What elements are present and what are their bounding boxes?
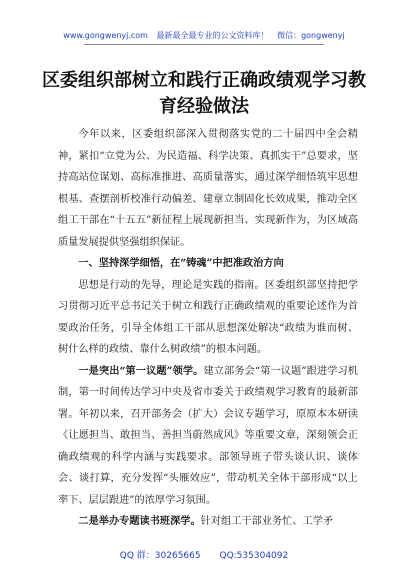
qq-contact: QQ:535304092 (219, 551, 289, 561)
document-body (58, 124, 358, 533)
point-one-paragraph (58, 361, 358, 512)
site-slogan: 最新最全最专业的公文资料库！ (156, 31, 269, 40)
point-one-text: 建立部务会“第一议题”跟进学习机制，第一时间传达学习中央及省市委关于政绩观学习教育的最新部署。年初以来，召开部务会（扩大）会议专题学习，原原本本研读《让愿担当、敢担当、善担当蔚然成风》等重要文章，深刻领会正确政绩观的科学内涵与实践要求。部领导班子带头谈认识、谈体会、谈打算，充分发挥“头雁效应”，带动机关全体干部形成“以上率下、层层跟进”的浓厚学习氛围。 (58, 365, 358, 506)
section-heading: 一、坚持深学细悟，在“铸魂”中把准政治方向 (78, 257, 284, 269)
point-one-lead: 一是突出“第一议题”领学。 (78, 364, 204, 377)
point-two-text: 针对组工干部业务忙、工学矛 (200, 516, 334, 527)
site-footer (0, 548, 408, 561)
document-title: 区委组织部树立和践行正确政绩观学习教育经验做法 (42, 70, 366, 117)
site-header (0, 30, 408, 41)
header-divider (84, 44, 324, 45)
wechat-id: 微信：gongwenyj (277, 31, 345, 40)
intro-paragraph: 今年以来，区委组织部深入贯彻落实党的二十届四中全会精神，紧扣“立党为公、为民造福、科学决策、真抓实干”总要求，坚持高站位谋划、高标准推进、高质量落实，通过深学细悟筑牢思想根基、查摆剖析校准行动偏差、建章立制固化长效成果，推动全区组工干部在“十五五”新征程上展现新担当、实现新作为，为区域高质量发展提供坚强组织保证。 (58, 129, 358, 248)
point-two-paragraph (58, 511, 358, 533)
site-url[interactable]: www.gongwenyj.com (63, 31, 148, 40)
point-two-lead: 二是举办专题读书班深学。 (78, 515, 201, 527)
section-paragraph: 思想是行动的先导，理论是实践的指南。区委组织部坚持把学习贯彻习近平总书记关于树立和践行正确政绩观的重要论述作为首要政治任务，引导全体组工干部从思想深处解决“政绩为谁而树、树什么样的政绩、靠什么树政绩”的根本问题。 (58, 279, 358, 355)
qq-group: QQ 群：30265665 (119, 551, 201, 561)
